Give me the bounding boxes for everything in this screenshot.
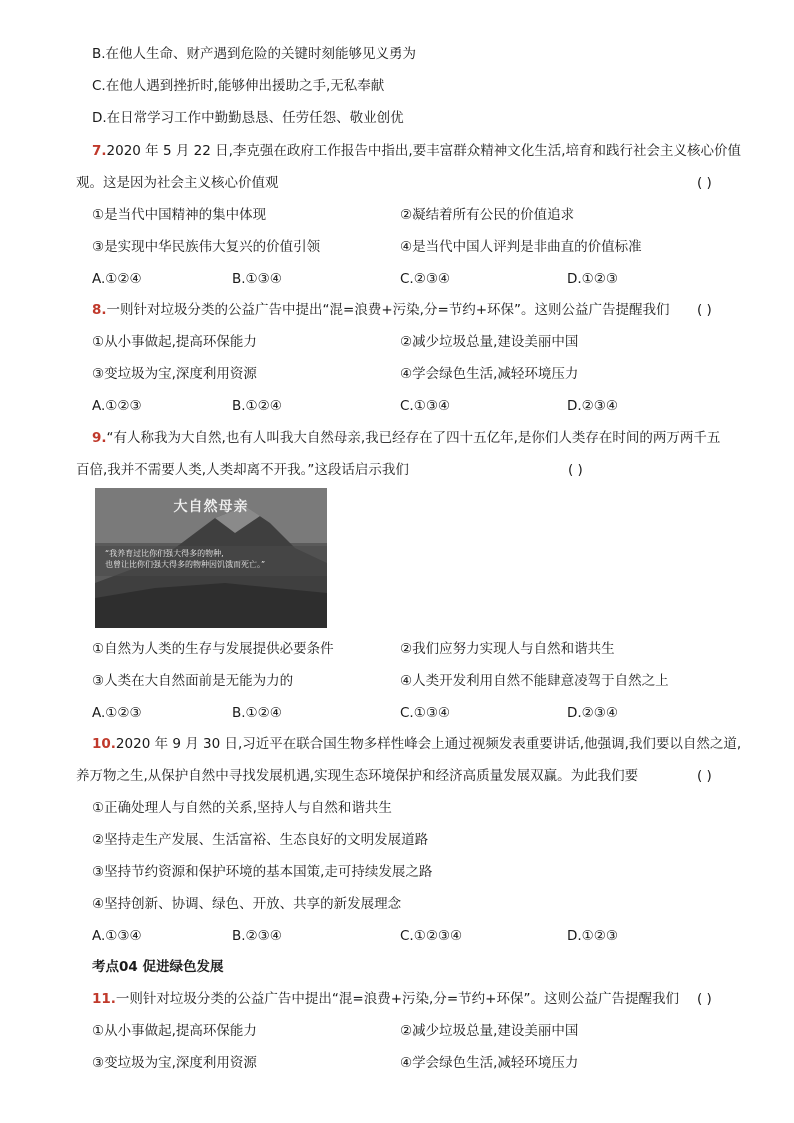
q7-answer-paren: ( ) — [697, 175, 712, 191]
q9-number: 9. — [92, 430, 107, 446]
q7-choice-a: A.①②④ — [92, 271, 142, 287]
q10-statement-1: ①正确处理人与自然的关系,坚持人与自然和谐共生 — [92, 800, 392, 816]
section-heading: 考点04 促进绿色发展 — [92, 959, 224, 975]
q7-choice-d: D.①②③ — [567, 271, 618, 287]
q9-choice-d: D.②③④ — [567, 705, 618, 721]
q9-statement-4: ④人类开发利用自然不能肆意凌驾于自然之上 — [400, 673, 669, 689]
q10-line1: 2020 年 9 月 30 日,习近平在联合国生物多样性峰会上通过视频发表重要讲话,他强调,我们要以自然之道, — [115, 736, 742, 752]
option-c: C.在他人遇到挫折时,能够伸出援助之手,无私奉献 — [92, 78, 385, 94]
photo-caption-line2: 也曾让比你们强大得多的物种因饥饿而死亡。” — [105, 560, 266, 569]
q7-statement-3: ③是实现中华民族伟大复兴的价值引领 — [92, 239, 321, 255]
q9-answer-paren: ( ) — [568, 462, 583, 478]
q7-statement-2: ②凝结着所有公民的价值追求 — [400, 207, 575, 223]
q8-statement-3: ③变垃圾为宝,深度利用资源 — [92, 366, 257, 382]
q9-line1: “有人称我为大自然,也有人叫我大自然母亲,我已经存在了四十五亿年,是你们人类存在时间的两万两千五 — [106, 430, 721, 446]
q8-choice-d: D.②③④ — [567, 398, 618, 414]
option-d: D.在日常学习工作中勤勤恳恳、任劳任怨、敬业创优 — [92, 110, 404, 126]
q8-choice-a: A.①②③ — [92, 398, 142, 414]
option-b: B.在他人生命、财产遇到危险的关键时刻能够见义勇为 — [92, 46, 417, 62]
q11-line1: 一则针对垃圾分类的公益广告中提出“混=浪费+污染,分=节约+环保”。这则公益广告提醒我们 — [115, 991, 679, 1007]
q11-statement-2: ②减少垃圾总量,建设美丽中国 — [400, 1023, 579, 1039]
q10-choice-d: D.①②③ — [567, 928, 618, 944]
q8-choice-b: B.①②④ — [232, 398, 282, 414]
q10-choice-c: C.①②③④ — [400, 928, 463, 944]
q10-statement-2: ②坚持走生产发展、生活富裕、生态良好的文明发展道路 — [92, 832, 429, 848]
q9-statement-3: ③人类在大自然面前是无能为力的 — [92, 673, 294, 689]
q10-stem — [92, 735, 741, 753]
q10-choice-b: B.②③④ — [232, 928, 282, 944]
q10-choice-a: A.①③④ — [92, 928, 142, 944]
q9-choice-b: B.①②④ — [232, 705, 282, 721]
q9-choice-a: A.①②③ — [92, 705, 142, 721]
q7-line1: 2020 年 5 月 22 日,李克强在政府工作报告中指出,要丰富群众精神文化生活,培育和践行社会主义核心价值 — [106, 143, 741, 159]
q8-statement-2: ②减少垃圾总量,建设美丽中国 — [400, 334, 579, 350]
q9-choice-c: C.①③④ — [400, 705, 451, 721]
q8-choice-c: C.①③④ — [400, 398, 451, 414]
q8-statement-1: ①从小事做起,提高环保能力 — [92, 334, 257, 350]
q9-statement-2: ②我们应努力实现人与自然和谐共生 — [400, 641, 615, 657]
photo-title: 大自然母亲 — [173, 499, 249, 515]
q7-statement-1: ①是当代中国精神的集中体现 — [92, 207, 267, 223]
q7-choice-c: C.②③④ — [400, 271, 451, 287]
q11-statement-3: ③变垃圾为宝,深度利用资源 — [92, 1055, 257, 1071]
q7-statement-4: ④是当代中国人评判是非曲直的价值标准 — [400, 239, 642, 255]
q7-choice-b: B.①③④ — [232, 271, 282, 287]
q8-stem — [92, 301, 670, 319]
q8-number: 8. — [92, 302, 107, 318]
q11-answer-paren: ( ) — [697, 991, 712, 1007]
q10-statement-3: ③坚持节约资源和保护环境的基本国策,走可持续发展之路 — [92, 864, 433, 880]
q10-statement-4: ④坚持创新、协调、绿色、开放、共享的新发展理念 — [92, 896, 402, 912]
q11-number: 11. — [92, 991, 116, 1007]
photo-caption-line1: “我养育过比你们强大得多的物种, — [105, 549, 224, 558]
q10-line2: 养万物之生,从保护自然中寻找发展机遇,实现生态环境保护和经济高质量发展双赢。为此我们要 — [76, 768, 639, 784]
q8-statement-4: ④学会绿色生活,减轻环境压力 — [400, 366, 579, 382]
q11-stem — [92, 990, 679, 1008]
q7-number: 7. — [92, 143, 107, 159]
q9-line2: 百倍,我并不需要人类,人类却离不开我。”这段话启示我们 — [76, 462, 409, 478]
q8-answer-paren: ( ) — [697, 302, 712, 318]
photo-caption — [105, 548, 317, 570]
q11-statement-1: ①从小事做起,提高环保能力 — [92, 1023, 257, 1039]
q7-line2: 观。这是因为社会主义核心价值观 — [76, 175, 279, 191]
nature-mother-photo — [95, 488, 327, 628]
q10-answer-paren: ( ) — [697, 768, 712, 784]
q8-line1: 一则针对垃圾分类的公益广告中提出“混=浪费+污染,分=节约+环保”。这则公益广告提醒我们 — [106, 302, 670, 318]
q10-number: 10. — [92, 736, 116, 752]
q9-statement-1: ①自然为人类的生存与发展提供必要条件 — [92, 641, 334, 657]
q9-stem — [92, 429, 720, 447]
q11-statement-4: ④学会绿色生活,减轻环境压力 — [400, 1055, 579, 1071]
q7-stem — [92, 142, 741, 160]
